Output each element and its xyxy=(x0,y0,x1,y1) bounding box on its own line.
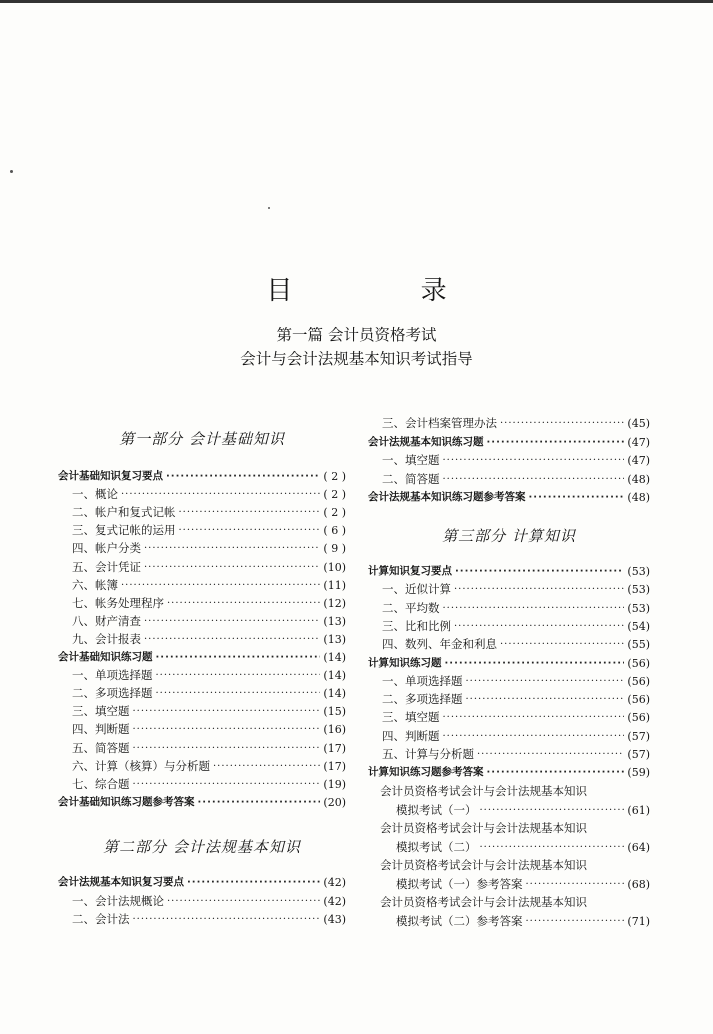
toc-entry-page: (56) xyxy=(627,674,650,688)
toc-entry-label: 会计员资格考试会计与会计法规基本知识 xyxy=(380,858,587,872)
toc-leader-dots xyxy=(454,580,624,599)
toc-entry-page: (56) xyxy=(627,711,650,725)
toc-entry xyxy=(368,912,650,931)
toc-entry-label: 二、多项选择题 xyxy=(72,686,153,701)
scan-speck xyxy=(10,170,13,173)
scan-top-edge xyxy=(0,0,713,3)
toc-leader-dots xyxy=(466,690,625,709)
toc-entry-page: (14) xyxy=(323,669,346,683)
toc-entry-label: 二、多项选择题 xyxy=(382,692,463,707)
toc-entry-page: (53) xyxy=(627,583,650,597)
toc-entry-page: (53) xyxy=(627,565,650,578)
toc-leader-dots xyxy=(144,539,320,558)
toc-leader-dots xyxy=(445,654,625,673)
toc-entry-label: 一、单项选择题 xyxy=(72,668,153,683)
toc-entry-page: (68) xyxy=(627,877,650,891)
toc-entry-label: 会计法规基本知识复习要点 xyxy=(58,876,184,888)
toc-entry-label: 模拟考试（二）参考答案 xyxy=(396,913,523,928)
toc-entry xyxy=(368,727,650,746)
toc-entry-page: (43) xyxy=(323,913,346,926)
toc-leader-dots xyxy=(179,521,321,540)
toc-entry xyxy=(58,775,346,794)
toc-leader-dots xyxy=(156,684,321,703)
toc-entry-label: 会计基础知识练习题 xyxy=(58,651,153,663)
toc-entry xyxy=(58,594,346,613)
pian-subheading: 会计与会计法规基本知识考试指导 xyxy=(240,350,473,368)
toc-entry xyxy=(58,539,346,558)
toc-entry-page: (14) xyxy=(323,687,346,701)
toc-entry-label: 一、会计法规概论 xyxy=(72,893,164,908)
toc-entry-page: (11) xyxy=(323,578,346,592)
toc-entry-page: (59) xyxy=(627,766,650,780)
toc-entry-page: (16) xyxy=(323,723,346,737)
toc-leader-dots xyxy=(477,745,624,764)
toc-leader-dots xyxy=(480,801,625,820)
toc-entry-label: 二、简答题 xyxy=(382,471,440,486)
toc-entry-label: 五、会计凭证 xyxy=(72,559,141,574)
toc-entry xyxy=(368,708,650,727)
toc-entry-label: 计算知识练习题参考答案 xyxy=(368,766,484,779)
part3-heading: 第三部分 计算知识 xyxy=(442,527,576,545)
toc-leader-dots xyxy=(454,617,624,636)
toc-leader-dots xyxy=(500,414,624,433)
toc-entry-page: ( 6 ) xyxy=(323,524,346,538)
toc-entry xyxy=(368,672,650,691)
toc-entry xyxy=(368,763,650,782)
toc-entry-label: 模拟考试（二） xyxy=(396,839,477,854)
toc-entry-label: 五、计算与分析题 xyxy=(382,747,474,761)
toc-entry xyxy=(368,580,650,599)
toc-leader-dots xyxy=(500,635,624,654)
toc-leader-dots xyxy=(466,672,625,691)
toc-entry xyxy=(368,635,650,654)
toc-entry-line1 xyxy=(368,819,650,838)
toc-entry-label: 二、平均数 xyxy=(382,600,440,615)
toc-entry xyxy=(368,488,650,507)
toc-entry xyxy=(368,414,650,433)
toc-entry xyxy=(368,690,650,709)
toc-entry-line1 xyxy=(368,856,650,875)
toc-entry-page: (56) xyxy=(627,656,650,670)
toc-entry-label: 会计员资格考试会计与会计法规基本知识 xyxy=(380,784,587,798)
toc-entry-label: 五、简答题 xyxy=(72,740,130,755)
toc-entry-label: 八、财产清查 xyxy=(72,613,141,628)
toc-entry xyxy=(58,612,346,631)
toc-entry xyxy=(368,562,650,581)
toc-entry-label: 一、单项选择题 xyxy=(382,673,463,688)
toc-entry xyxy=(58,910,346,929)
toc-leader-dots xyxy=(443,470,625,489)
toc-entry-label: 会计基础知识复习要点 xyxy=(58,470,163,482)
part1-heading: 第一部分 会计基础知识 xyxy=(119,430,285,448)
toc-entry-page: (55) xyxy=(627,638,650,652)
toc-entry xyxy=(58,503,346,522)
toc-entry xyxy=(58,666,346,685)
toc-entry-label: 六、计算（核算）与分析题 xyxy=(72,758,210,773)
toc-entry-page: (17) xyxy=(323,759,346,773)
toc-leader-dots xyxy=(144,558,320,577)
toc-leader-dots xyxy=(179,503,321,522)
toc-entry-label: 一、概论 xyxy=(72,487,118,502)
toc-entry-label: 四、判断题 xyxy=(382,728,440,743)
toc-entry-label: 会计员资格考试会计与会计法规基本知识 xyxy=(380,895,587,909)
toc-leader-dots xyxy=(443,708,625,727)
toc-entry xyxy=(58,892,346,911)
toc-entry xyxy=(58,720,346,739)
toc-entry-label: 一、填空题 xyxy=(382,453,440,467)
toc-entry-label: 三、比和比例 xyxy=(382,618,451,633)
toc-leader-dots xyxy=(213,757,320,776)
toc-entry-page: (53) xyxy=(627,601,650,615)
toc-entry-label: 二、帐户和复式记帐 xyxy=(72,505,176,520)
toc-entry xyxy=(58,793,346,812)
toc-entry xyxy=(368,470,650,489)
toc-leader-dots xyxy=(121,576,320,595)
toc-entry-label: 七、综合题 xyxy=(72,776,130,791)
toc-entry xyxy=(58,684,346,703)
toc-entry-page: (54) xyxy=(627,619,650,633)
toc-entry-page: ( 2 ) xyxy=(323,506,346,520)
toc-entry xyxy=(58,485,346,504)
toc-entry-label: 一、近似计算 xyxy=(382,582,451,597)
toc-entry-page: (19) xyxy=(323,777,346,791)
toc-entry xyxy=(58,739,346,758)
toc-entry xyxy=(58,467,346,486)
toc-leader-dots xyxy=(167,594,320,613)
toc-entry-label: 计算知识练习题 xyxy=(368,656,442,669)
toc-entry xyxy=(58,648,346,667)
toc-entry-page: (10) xyxy=(323,560,346,574)
toc-entry xyxy=(58,757,346,776)
toc-entry xyxy=(368,451,650,470)
scan-speck xyxy=(268,207,270,209)
toc-entry-page: (13) xyxy=(323,632,346,646)
toc-entry xyxy=(368,654,650,673)
toc-entry-label: 七、帐务处理程序 xyxy=(72,595,164,610)
toc-entry-page: (48) xyxy=(627,491,650,504)
toc-entry xyxy=(58,873,346,892)
toc-entry-page: (47) xyxy=(627,454,650,467)
toc-entry-page: (13) xyxy=(323,614,346,628)
toc-leader-dots xyxy=(156,648,321,667)
toc-entry-label: 三、填空题 xyxy=(72,704,130,719)
toc-entry-label: 三、填空题 xyxy=(382,710,440,725)
pian-heading: 第一篇 会计员资格考试 xyxy=(276,326,437,344)
toc-leader-dots xyxy=(487,433,625,452)
toc-entry xyxy=(368,875,650,894)
toc-entry xyxy=(58,558,346,577)
toc-entry-page: (61) xyxy=(627,803,650,817)
toc-entry-page: (12) xyxy=(323,596,346,610)
toc-leader-dots xyxy=(443,727,625,746)
toc-entry-page: (20) xyxy=(323,795,346,809)
toc-entry xyxy=(58,702,346,721)
toc-entry-page: (14) xyxy=(323,651,346,664)
toc-entry-label: 会计员资格考试会计与会计法规基本知识 xyxy=(380,821,587,835)
toc-entry-page: (56) xyxy=(627,693,650,707)
toc-entry xyxy=(368,617,650,636)
toc-entry-page: (17) xyxy=(323,741,346,755)
toc-entry-label: 三、会计档案管理办法 xyxy=(382,416,497,430)
toc-entry-page: (71) xyxy=(627,914,650,928)
toc-entry-label: 会计法规基本知识练习题参考答案 xyxy=(368,491,526,503)
toc-entry-page: ( 9 ) xyxy=(323,542,346,556)
toc-leader-dots xyxy=(480,838,625,857)
toc-leader-dots xyxy=(121,485,320,504)
toc-entry-label: 三、复式记帐的运用 xyxy=(72,523,176,538)
toc-leader-dots xyxy=(144,630,320,649)
toc-entry-label: 模拟考试（一） xyxy=(396,802,477,817)
toc-leader-dots xyxy=(133,720,321,739)
toc-entry xyxy=(58,576,346,595)
toc-entry-label: 六、帐簿 xyxy=(72,577,118,592)
toc-entry xyxy=(368,838,650,857)
toc-leader-dots xyxy=(166,467,320,486)
toc-leader-dots xyxy=(529,488,625,507)
toc-entry xyxy=(368,599,650,618)
toc-entry xyxy=(58,630,346,649)
toc-entry-label: 四、帐户分类 xyxy=(72,541,141,556)
toc-entry-label: 模拟考试（一）参考答案 xyxy=(396,876,523,891)
toc-entry-page: (42) xyxy=(323,894,346,908)
toc-leader-dots xyxy=(443,451,625,470)
toc-leader-dots xyxy=(455,562,624,581)
toc-leader-dots xyxy=(133,775,321,794)
toc-entry-label: 会计法规基本知识练习题 xyxy=(368,435,484,448)
toc-entry-label: 二、会计法 xyxy=(72,912,130,926)
toc-entry-page: (15) xyxy=(323,705,346,719)
toc-entry-label: 四、数列、年金和利息 xyxy=(382,637,497,652)
toc-leader-dots xyxy=(144,612,320,631)
toc-entry xyxy=(58,521,346,540)
toc-entry-page: ( 2 ) xyxy=(323,470,346,483)
toc-entry-label: 四、判断题 xyxy=(72,722,130,737)
toc-entry-page: (47) xyxy=(627,435,650,449)
part2-heading: 第二部分 会计法规基本知识 xyxy=(103,838,301,856)
toc-entry-label: 会计基础知识练习题参考答案 xyxy=(58,795,195,808)
toc-leader-dots xyxy=(156,666,321,685)
toc-entry-label: 计算知识复习要点 xyxy=(368,565,452,577)
page-title: 目 录 xyxy=(266,276,507,306)
toc-leader-dots xyxy=(487,763,625,782)
toc-entry xyxy=(368,745,650,764)
toc-leader-dots xyxy=(167,892,320,911)
toc-leader-dots xyxy=(443,599,625,618)
toc-entry xyxy=(368,433,650,452)
toc-entry-page: (48) xyxy=(627,472,650,486)
toc-entry-page: (45) xyxy=(627,417,650,430)
toc-leader-dots xyxy=(526,875,625,894)
toc-entry-page: ( 2 ) xyxy=(323,488,346,502)
toc-entry-line1 xyxy=(368,893,650,912)
toc-entry-page: (42) xyxy=(323,876,346,889)
toc-entry-line1 xyxy=(368,782,650,801)
toc-entry xyxy=(368,801,650,820)
toc-leader-dots xyxy=(133,702,321,721)
toc-leader-dots xyxy=(526,912,625,931)
toc-leader-dots xyxy=(133,739,321,758)
toc-entry-page: (57) xyxy=(627,748,650,761)
toc-entry-label: 九、会计报表 xyxy=(72,631,141,646)
toc-leader-dots xyxy=(187,873,320,892)
toc-leader-dots xyxy=(198,793,321,812)
toc-leader-dots xyxy=(133,910,321,929)
toc-entry-page: (57) xyxy=(627,729,650,743)
toc-entry-page: (64) xyxy=(627,840,650,854)
